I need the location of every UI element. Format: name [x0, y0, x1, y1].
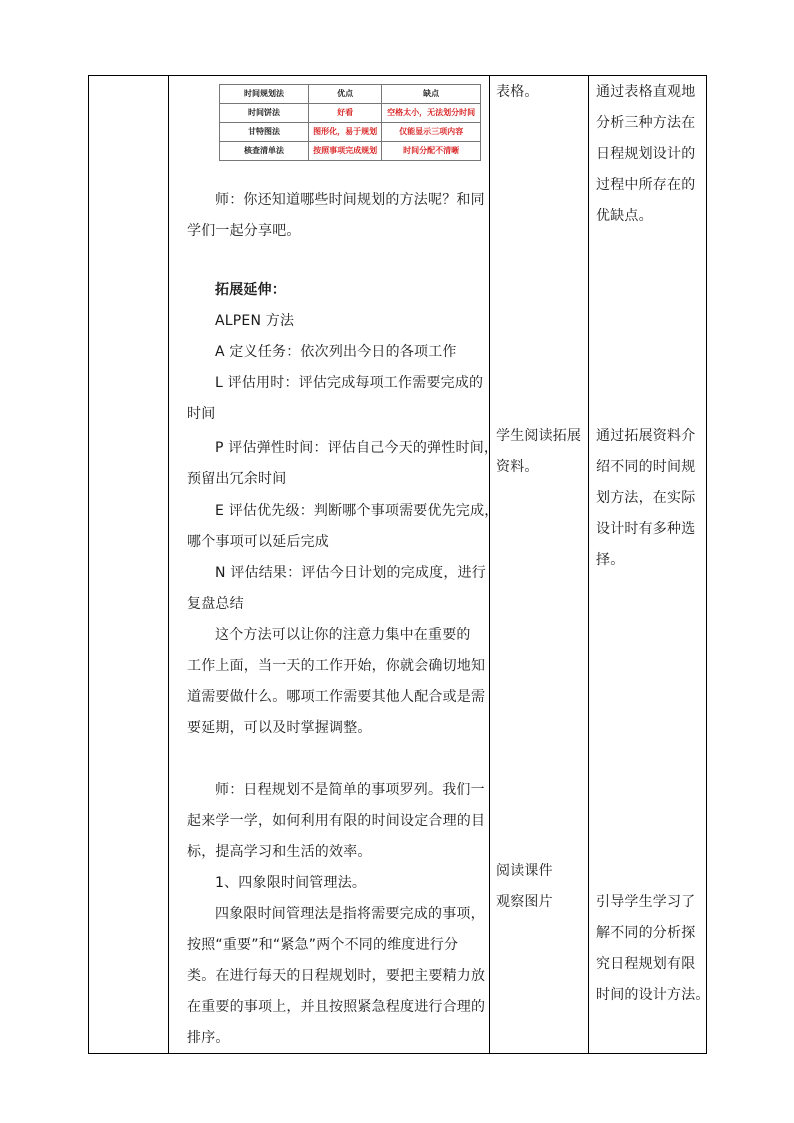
- column-divider: [588, 75, 589, 1054]
- table-cell: 仅能显示三项内容: [382, 123, 481, 142]
- text-line: 要延期，可以及时掌握调整。: [187, 720, 372, 736]
- text-line: 日程规划设计的: [596, 146, 696, 162]
- text-line: 工作上面，当一天的工作开始，你就会确切地知: [187, 658, 486, 674]
- text-line: 阅读课件: [496, 863, 553, 879]
- method-comparison-table: [219, 84, 481, 161]
- table-cell: 时间分配不清晰: [382, 142, 481, 161]
- text-line: 绍不同的时间规: [596, 459, 696, 475]
- text-line: 时间的设计方法。: [596, 987, 710, 1003]
- text-line: 分析三种方法在: [596, 115, 696, 131]
- text-line: 观察图片: [496, 894, 553, 910]
- table-cell: 甘特图法: [220, 123, 309, 142]
- table-cell: 好看: [309, 104, 382, 123]
- table-row: [220, 142, 481, 161]
- text-line: 预留出冗余时间: [187, 471, 287, 487]
- text-line: N 评估结果：评估今日计划的完成度，进行: [215, 565, 486, 581]
- section-heading: 1、四象限时间管理法。: [215, 875, 367, 891]
- text-line: 标，提高学习和生活的效率。: [187, 844, 372, 860]
- header-cell: 优点: [309, 85, 382, 104]
- text-line: 复盘总结: [187, 596, 244, 612]
- header-cell: 时间规划法: [220, 85, 309, 104]
- text-line: 学们一起分享吧。: [187, 223, 301, 239]
- column-divider: [489, 75, 490, 1054]
- text-line: 解不同的分析探: [596, 925, 696, 941]
- table-row: [220, 104, 481, 123]
- text-line: P 评估弹性时间：评估自己今天的弹性时间，: [215, 440, 499, 456]
- section-heading: 拓展延伸：: [215, 282, 286, 298]
- table-cell: 时间饼法: [220, 104, 309, 123]
- text-line: 道需要做什么。哪项工作需要其他人配合或是需: [187, 689, 486, 705]
- text-line: 这个方法可以让你的注意力集中在重要的: [215, 627, 471, 643]
- text-line: 究日程规划有限: [596, 956, 696, 972]
- text-line: 过程中所存在的: [596, 177, 696, 193]
- table-row: [220, 123, 481, 142]
- text-line: E 评估优先级：判断哪个事项需要优先完成，: [215, 503, 499, 519]
- text-line: 择。: [596, 552, 625, 568]
- text-line: ALPEN 方法: [215, 313, 295, 329]
- text-line: 学生阅读拓展: [496, 428, 582, 444]
- table-cell: 按照事项完成规划: [309, 142, 382, 161]
- text-line: 师：日程规划不是简单的事项罗列。我们一: [215, 782, 485, 798]
- text-line: 类。在进行每天的日程规划时，要把主要精力放: [187, 968, 486, 984]
- text-line: 师：你还知道哪些时间规划的方法呢？和同: [215, 192, 485, 208]
- header-cell: 缺点: [382, 85, 481, 104]
- text-line: 优缺点。: [596, 208, 653, 224]
- text-line: A 定义任务：依次列出今日的各项工作: [215, 344, 457, 360]
- table-cell: 核查清单法: [220, 142, 309, 161]
- table-cell: 空格太小，无法划分时间: [382, 104, 481, 123]
- text-line: 通过拓展资料介: [596, 428, 696, 444]
- text-line: 时间: [187, 406, 216, 422]
- table-cell: 图形化，易于规划: [309, 123, 382, 142]
- text-line: 排序。: [187, 1030, 230, 1046]
- text-line: 通过表格直观地: [596, 84, 696, 100]
- text-line: 引导学生学习了: [596, 894, 696, 910]
- text-line: 在重要的事项上，并且按照紧急程度进行合理的: [187, 999, 486, 1015]
- text-line: 表格。: [496, 84, 539, 100]
- text-line: L 评估用时：评估完成每项工作需要完成的: [215, 375, 484, 391]
- text-line: 起来学一学，如何利用有限的时间设定合理的目: [187, 813, 486, 829]
- text-line: 按照“重要”和“紧急”两个不同的维度进行分: [187, 937, 459, 953]
- text-line: 划方法，在实际: [596, 490, 696, 506]
- text-line: 设计时有多种选: [596, 521, 696, 537]
- text-line: 哪个事项可以延后完成: [187, 534, 329, 550]
- column-divider: [168, 75, 169, 1054]
- text-line: 资料。: [496, 459, 539, 475]
- text-line: 四象限时间管理法是指将需要完成的事项，: [215, 906, 485, 922]
- table-header-row: [220, 85, 481, 104]
